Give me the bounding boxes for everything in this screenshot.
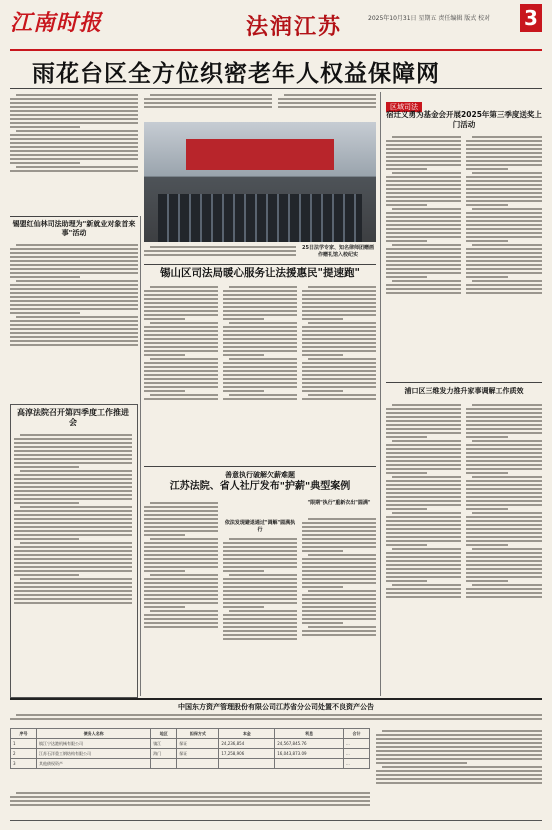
table-row: [11, 759, 370, 769]
table-header-cell: 利息: [275, 729, 344, 739]
lead-photo: [144, 122, 376, 242]
mid-article-title: 锡山区司法局暖心服务让法援惠民"提速跑": [160, 267, 360, 279]
lead-headline: 雨花台区全方位织密老年人权益保障网: [32, 61, 440, 87]
newspaper-logo: 江南时报: [10, 10, 103, 36]
masthead: [10, 4, 542, 50]
mid-article-column-1: [144, 284, 218, 462]
table-cell: 16,043,873.09: [275, 749, 344, 759]
table-row: [11, 739, 370, 749]
right-article-2-column-1: [386, 402, 461, 696]
headline-rule: [10, 88, 542, 89]
table-header-cell: 序号: [11, 729, 37, 739]
photo-caption: 25日法学专家、知名律师团赠画作赠礼馆入校纪实: [302, 245, 374, 258]
lead-article-column-3: [278, 92, 376, 120]
page-number-badge: 3: [520, 4, 542, 32]
left-article-1-title: 锡盟红仙林司法助理为"新就业对象首来事"活动: [12, 220, 136, 237]
section-rule: [10, 216, 138, 217]
case-subhead-1: 依法发现避退通过"调解"圆满执行: [224, 520, 296, 533]
table-cell: 17,258,906: [219, 749, 275, 759]
table-cell: 镇江宁达港机械有限公司: [37, 739, 151, 749]
case-subhead-2: "限期"执行"重新衣出"圆满": [307, 500, 371, 506]
table-cell: 江苏石洋重工钢结构有限公司: [37, 749, 151, 759]
case-title: 江苏法院、省人社厅发布"护薪"典型案例: [169, 481, 351, 492]
case-kicker: 善意执行破解欠薪难题: [225, 471, 295, 479]
table-cell: 2: [11, 749, 37, 759]
table-row: [11, 749, 370, 759]
left-article-2-title: 高淳法院召开第四季度工作推进会: [17, 408, 129, 427]
mid-article-column-3: [302, 284, 376, 462]
table-cell: [219, 759, 275, 769]
table-cell: 保证: [177, 739, 219, 749]
right-column-divider: [380, 92, 381, 696]
table-cell: [275, 759, 344, 769]
case-column-3: [302, 516, 376, 696]
lead-article-column-1: [10, 92, 138, 214]
case-rule: [144, 466, 376, 467]
section-title: 法润江苏: [246, 14, 343, 40]
region-tag: 区域司法: [386, 102, 422, 112]
table-header-cell: 地区: [151, 729, 177, 739]
center-article-tail: [144, 244, 296, 264]
table-header-cell: 债务人名称: [37, 729, 151, 739]
table-cell: 24,567,845.76: [275, 739, 344, 749]
notice-intro: [10, 712, 542, 726]
right-article-2-title: 浦口区三维发力推升家事调解工作质效: [404, 387, 524, 395]
table-cell: [151, 759, 177, 769]
table-cell: [177, 759, 219, 769]
asset-table: [10, 728, 370, 769]
photo-banner: [186, 139, 334, 170]
table-header-cell: 本金: [219, 729, 275, 739]
left-article-2-body: [14, 432, 132, 690]
mid-article-column-2: [223, 284, 297, 462]
notice-footer-text: [10, 790, 370, 816]
left-article-1-body: [10, 242, 138, 402]
masthead-divider: [10, 49, 542, 51]
table-cell: 镇江: [151, 739, 177, 749]
photo-people: [158, 194, 362, 242]
table-header-cell: 担保方式: [177, 729, 219, 739]
table-cell: 24,236,854: [219, 739, 275, 749]
page-bottom-rule: [10, 820, 542, 821]
table-header-cell: 合计: [343, 729, 369, 739]
table-cell: ...: [343, 749, 369, 759]
mid-rule: [144, 264, 376, 265]
right-article-2-column-2: [466, 402, 542, 696]
notice-top-rule: [10, 698, 542, 700]
case-column-1: [144, 500, 218, 696]
notice-terms: [376, 728, 542, 814]
column-divider: [140, 216, 141, 696]
table-cell: 海门: [151, 749, 177, 759]
table-cell: 1: [11, 739, 37, 749]
right-tag-row: [386, 94, 542, 111]
right-article-1-title: 宿迁义勇为基金会开展2025年第三季度送奖上门活动: [386, 110, 542, 129]
date-line: 2025年10月31日 星期五 责任编辑 版式 校对: [368, 15, 491, 22]
table-header-row: [11, 729, 370, 739]
right-article-1-column-1: [386, 134, 461, 378]
table-cell: ...: [343, 739, 369, 749]
table-cell: 其他债权资产: [37, 759, 151, 769]
lead-article-column-2: [144, 92, 272, 120]
case-column-2: [223, 536, 297, 696]
right-rule: [386, 382, 542, 383]
table-cell: ...: [343, 759, 369, 769]
table-cell: 3: [11, 759, 37, 769]
notice-title: 中国东方资产管理股份有限公司江苏省分公司处置不良资产公告: [178, 703, 374, 711]
table-cell: 保证: [177, 749, 219, 759]
right-article-1-column-2: [466, 134, 542, 378]
